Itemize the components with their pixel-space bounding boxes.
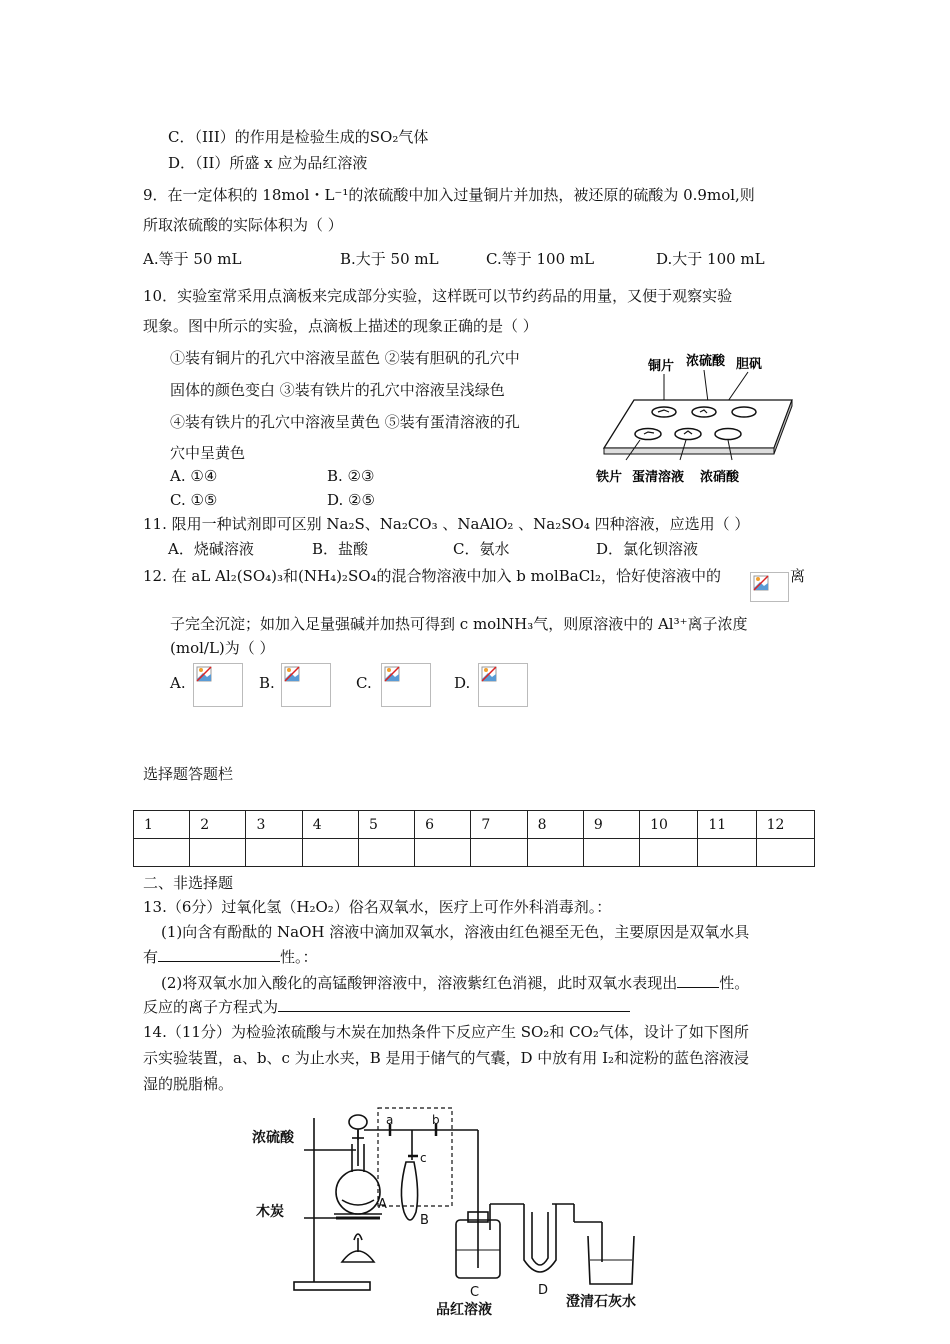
spot-plate-figure [596,348,816,488]
label-limewater: 澄清石灰水 [566,1294,636,1310]
answer-header-cell: 10 [640,811,698,839]
answer-cell[interactable] [302,839,358,867]
q13-part1-line2 [143,946,318,967]
answer-cell[interactable] [358,839,414,867]
label-iron: 铁片 [596,470,623,485]
q13-part2-line1 [161,972,749,993]
label-clamp-a: a [386,1113,394,1127]
q9-stem-line1: 9．在一定体积的 18mol・L⁻¹的浓硫酸中加入过量铜片并加热，被还原的硫酸为 0.9mol,则 [143,186,755,204]
q9-stem-line2: 所取浓硫酸的实际体积为（ ） [143,216,343,234]
q8-option-d: D．（II）所盛 x 应为品红溶液 [168,154,368,172]
q13-blank-2[interactable] [677,972,719,988]
q13-part1-suffix: 性。： [280,948,318,966]
answer-cell[interactable] [698,839,756,867]
q10-option-b: B. ②③ [327,467,375,485]
answer-table-answer-row [134,839,815,867]
q10-statement-4: 穴中呈黄色 [170,444,246,462]
answer-header-cell: 6 [415,811,471,839]
q11-option-a: A．烧碱溶液 [168,540,254,558]
broken-image-icon [381,663,431,707]
answer-header-cell: 1 [134,811,190,839]
answer-header-cell: 4 [302,811,358,839]
answer-header-cell: 5 [358,811,414,839]
q12-stem-line3: (mol/L)为（ ） [170,639,275,657]
q13-blank-3[interactable] [278,996,630,1012]
q11-stem: 11. 限用一种试剂即可区别 Na₂S、Na₂CO₃ 、NaAlO₂ 、Na₂SO₄ 四种溶液，应选用（ ） [143,515,750,533]
q12-option-a: A. [170,674,186,692]
answer-header-cell: 11 [698,811,756,839]
q14-stem-line3: 湿的脱脂棉。 [143,1075,234,1093]
q12-stem-line1-end: 离 [790,567,806,585]
broken-image-icon [281,663,331,707]
q10-stem-line2: 现象。图中所示的实验，点滴板上描述的现象正确的是（ ） [143,317,538,335]
q9-option-c: C.等于 100 mL [486,250,595,268]
q10-option-c: C. ①⑤ [170,491,218,509]
q13-part2-line2 [143,996,630,1017]
broken-image-icon [750,572,789,602]
label-bluevitriol: 胆矾 [736,357,763,372]
answer-cell[interactable] [134,839,190,867]
q12-option-b: B. [259,674,275,692]
q9-option-a: A.等于 50 mL [143,250,242,268]
label-pin-red: 品红溶液 [436,1302,492,1318]
q10-statement-1: ①装有铜片的孔穴中溶液呈蓝色 ②装有胆矾的孔穴中 [170,349,520,367]
q11-option-b: B．盐酸 [312,540,369,558]
broken-image-icon [478,663,528,707]
q13-part1-line1: (1)向含有酚酞的 NaOH 溶液中滴加双氧水，溶液由红色褪至无色，主要原因是双氧水具 [161,923,750,941]
q13-stem: 13.（6分）过氧化氢（H₂O₂）俗名双氧水，医疗上可作外科消毒剂。： [143,898,612,916]
q10-option-d: D. ②⑤ [327,491,375,509]
answer-cell[interactable] [527,839,583,867]
label-egg-white: 蛋清溶液 [632,470,685,485]
q13-part1-prefix: 有 [143,948,159,966]
answer-header-cell: 12 [756,811,814,839]
q13-part2-prefix: (2)将双氧水加入酸化的高锰酸钾溶液中，溶液紫红色消褪，此时双氧水表现出 [161,974,678,992]
q12-option-d: D. [454,674,471,692]
answer-cell[interactable] [756,839,814,867]
answer-header-cell: 3 [246,811,302,839]
answer-cell[interactable] [246,839,302,867]
q12-stem-line1: 12. 在 aL Al₂(SO₄)₃和(NH₄)₂SO₄的混合物溶液中加入 b molBaCl₂，恰好使溶液中的 [143,567,721,585]
q14-stem-line1: 14.（11分）为检验浓硫酸与木炭在加热条件下反应产生 SO₂和 CO₂气体，设计了如下图所 [143,1023,749,1041]
label-conc-sulfuric: 浓硫酸 [686,354,726,369]
answer-header-cell: 8 [527,811,583,839]
label-conc-sulfuric: 浓硫酸 [252,1130,294,1146]
q8-option-c: C．（III）的作用是检验生成的SO₂气体 [168,128,429,146]
answer-cell[interactable] [471,839,527,867]
q13-blank-1[interactable] [158,946,280,962]
q10-option-a: A. ①④ [170,467,218,485]
label-utube-D: D [538,1283,549,1298]
label-conc-nitric: 浓硝酸 [700,470,740,485]
answer-table-header-row [134,811,815,839]
q11-option-c: C．氨水 [453,540,510,558]
answer-cell[interactable] [415,839,471,867]
q9-option-b: B.大于 50 mL [340,250,439,268]
q10-statement-2: 固体的颜色变白 ③装有铁片的孔穴中溶液呈浅绿色 [170,381,505,399]
answer-cell[interactable] [640,839,698,867]
answer-cell[interactable] [583,839,639,867]
q12-stem-line2: 子完全沉淀；如加入足量强碱并加热可得到 c molNH₃气，则原溶液中的 Al³⁺离子浓度 [170,615,748,633]
q12-option-c: C. [356,674,372,692]
q11-option-d: D．氯化钡溶液 [596,540,699,558]
answer-cell[interactable] [190,839,246,867]
q13-part2-suffix: 性。 [719,974,750,992]
label-bag-B: B [420,1213,429,1228]
answer-table [133,810,815,867]
label-bottle-C: C [470,1285,480,1300]
q9-option-d: D.大于 100 mL [656,250,765,268]
answer-header-cell: 7 [471,811,527,839]
label-copper: 铜片 [648,359,675,374]
q13-part2-equation-label: 反应的离子方程式为 [143,998,279,1016]
q10-statement-3: ④装有铁片的孔穴中溶液呈黄色 ⑤装有蛋清溶液的孔 [170,413,520,431]
label-clamp-b: b [432,1113,440,1127]
answer-table-title: 选择题答题栏 [143,765,234,783]
label-clamp-c: c [420,1151,427,1165]
answer-header-cell: 9 [583,811,639,839]
broken-image-icon [193,663,243,707]
q14-stem-line2: 示实验装置，a、b、c 为止水夹，B 是用于储气的气囊，D 中放有用 I₂和淀粉的蓝色溶液浸 [143,1049,750,1067]
apparatus-figure [248,1100,668,1320]
label-charcoal: 木炭 [256,1204,284,1220]
section-heading: 二、非选择题 [143,874,234,892]
answer-header-cell: 2 [190,811,246,839]
label-flask-A: A [378,1197,387,1212]
q10-stem-line1: 10．实验室常采用点滴板来完成部分实验，这样既可以节约药品的用量，又便于观察实验 [143,287,733,305]
